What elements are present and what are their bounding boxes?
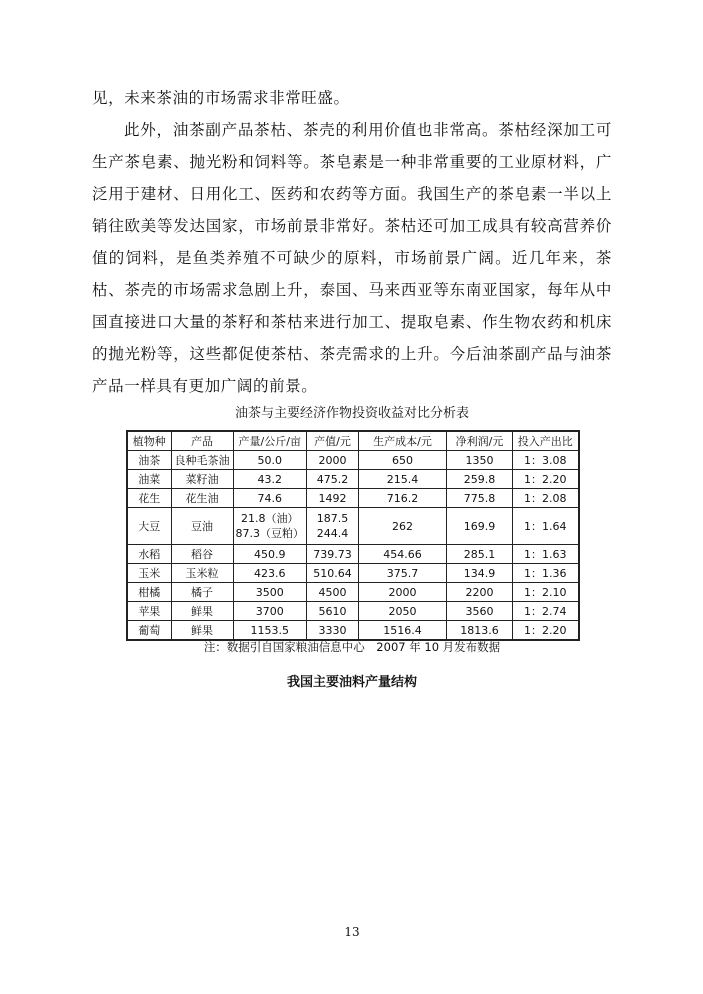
- table-cell: 3560: [447, 602, 513, 621]
- table-cell: 2000: [307, 451, 359, 470]
- table-cell: 2000: [359, 583, 447, 602]
- table-cell: 水稻: [127, 545, 171, 564]
- cell-line: 187.5: [316, 512, 349, 525]
- header-yield: 产量/公斤/亩: [233, 431, 307, 451]
- table-row: [127, 470, 579, 489]
- table-source-note: 注：数据引自国家粮油信息中心 2007 年 10 月发布数据: [203, 640, 501, 654]
- table-cell: 1：1.36: [513, 564, 579, 583]
- header-ratio: 投入产出比: [513, 431, 579, 451]
- table-cell: 1350: [447, 451, 513, 470]
- table-cell: 鲜果: [171, 602, 233, 621]
- table-cell: 1：1.64: [513, 508, 579, 545]
- table-cell: 1813.6: [447, 621, 513, 641]
- table-cell: 1：1.63: [513, 545, 579, 564]
- table-row: [127, 451, 579, 470]
- table-cell: 450.9: [233, 545, 307, 564]
- table-cell: 5610: [307, 602, 359, 621]
- table-cell: 苹果: [127, 602, 171, 621]
- table-row: [127, 583, 579, 602]
- table-cell: 稻谷: [171, 545, 233, 564]
- page-number: 13: [344, 925, 360, 939]
- cell-line: 244.4: [316, 527, 349, 540]
- table-row: [127, 621, 579, 641]
- investment-comparison-table: [126, 430, 580, 641]
- table-cell: 259.8: [447, 470, 513, 489]
- table-cell: 鲜果: [171, 621, 233, 641]
- table-row: [127, 602, 579, 621]
- table-cell: 油菜: [127, 470, 171, 489]
- body-text: [92, 82, 612, 402]
- section-heading: 我国主要油料产量结构: [286, 675, 417, 690]
- table-cell: 1：2.20: [513, 621, 579, 641]
- header-value: 产值/元: [307, 431, 359, 451]
- table-cell: 262: [359, 508, 447, 545]
- table-cell: 1516.4: [359, 621, 447, 641]
- table-cell: 134.9: [447, 564, 513, 583]
- cell-line: 21.8（油）: [241, 512, 299, 525]
- table-cell: 花生油: [171, 489, 233, 508]
- header-crop: 植物种: [127, 431, 171, 451]
- table-cell: 豆油: [171, 508, 233, 545]
- table-cell: 1：2.08: [513, 489, 579, 508]
- table-cell: 423.6: [233, 564, 307, 583]
- table-cell: 43.2: [233, 470, 307, 489]
- table-cell: 葡萄: [127, 621, 171, 641]
- table-cell: 油茶: [127, 451, 171, 470]
- table-row: [127, 508, 579, 545]
- table-cell: 1153.5: [233, 621, 307, 641]
- table-cell: 169.9: [447, 508, 513, 545]
- table-cell: 1：3.08: [513, 451, 579, 470]
- table-cell: 375.7: [359, 564, 447, 583]
- table-row: [127, 564, 579, 583]
- table-cell: 橘子: [171, 583, 233, 602]
- table-cell: 柑橘: [127, 583, 171, 602]
- table-cell: 475.2: [307, 470, 359, 489]
- table-cell: 454.66: [359, 545, 447, 564]
- table-cell: 3500: [233, 583, 307, 602]
- table-cell: 3330: [307, 621, 359, 641]
- table-cell: 285.1: [447, 545, 513, 564]
- table-header-row: [127, 431, 579, 451]
- table-cell: 2200: [447, 583, 513, 602]
- table-cell: 玉米粒: [171, 564, 233, 583]
- table-caption: 油茶与主要经济作物投资收益对比分析表: [234, 406, 469, 421]
- table-cell: 玉米: [127, 564, 171, 583]
- table-cell-multiline: [307, 508, 359, 545]
- table-cell-multiline: [233, 508, 307, 545]
- table-cell: 215.4: [359, 470, 447, 489]
- paragraph-1: 见，未来茶油的市场需求非常旺盛。: [92, 89, 350, 107]
- header-cost: 生产成本/元: [359, 431, 447, 451]
- paragraph-2: 此外，油茶副产品茶枯、茶壳的利用价值也非常高。茶枯经深加工可生产茶皂素、抛光粉和饲料等。茶皂素是一种非常重要的工业原材料，广泛用于建材、日用化工、医药和农药等方面。我国生产的茶皂素一半以上销往欧美等发达国家，市场前景非常好。茶枯还可加工成具有较高营养价值的饲料，是鱼类养殖不可缺少的原料，市场前景广阔。近几年来，茶枯、茶壳的市场需求急剧上升，泰国、马来西亚等东南亚国家，每年从中国直接进口大量的茶籽和茶枯来进行加工、提取皂素、作生物农药和机床的抛光粉等，这些都促使茶枯、茶壳需求的上升。今后油茶副产品与油茶产品一样具有更加广阔的前景。: [92, 121, 612, 395]
- table-cell: 50.0: [233, 451, 307, 470]
- table-row: [127, 489, 579, 508]
- table-cell: 花生: [127, 489, 171, 508]
- table-cell: 1：2.74: [513, 602, 579, 621]
- table-cell: 716.2: [359, 489, 447, 508]
- table-cell: 2050: [359, 602, 447, 621]
- table-cell: 良种毛茶油: [171, 451, 233, 470]
- table-cell: 大豆: [127, 508, 171, 545]
- header-profit: 净利润/元: [447, 431, 513, 451]
- table-row: [127, 545, 579, 564]
- table-cell: 74.6: [233, 489, 307, 508]
- table-cell: 4500: [307, 583, 359, 602]
- table-cell: 739.73: [307, 545, 359, 564]
- table-cell: 1492: [307, 489, 359, 508]
- table-cell: 菜籽油: [171, 470, 233, 489]
- header-product: 产品: [171, 431, 233, 451]
- table-cell: 650: [359, 451, 447, 470]
- table-cell: 1：2.20: [513, 470, 579, 489]
- table-cell: 775.8: [447, 489, 513, 508]
- table-cell: 1：2.10: [513, 583, 579, 602]
- table-cell: 3700: [233, 602, 307, 621]
- cell-line: 87.3（豆粕）: [235, 527, 304, 540]
- table-cell: 510.64: [307, 564, 359, 583]
